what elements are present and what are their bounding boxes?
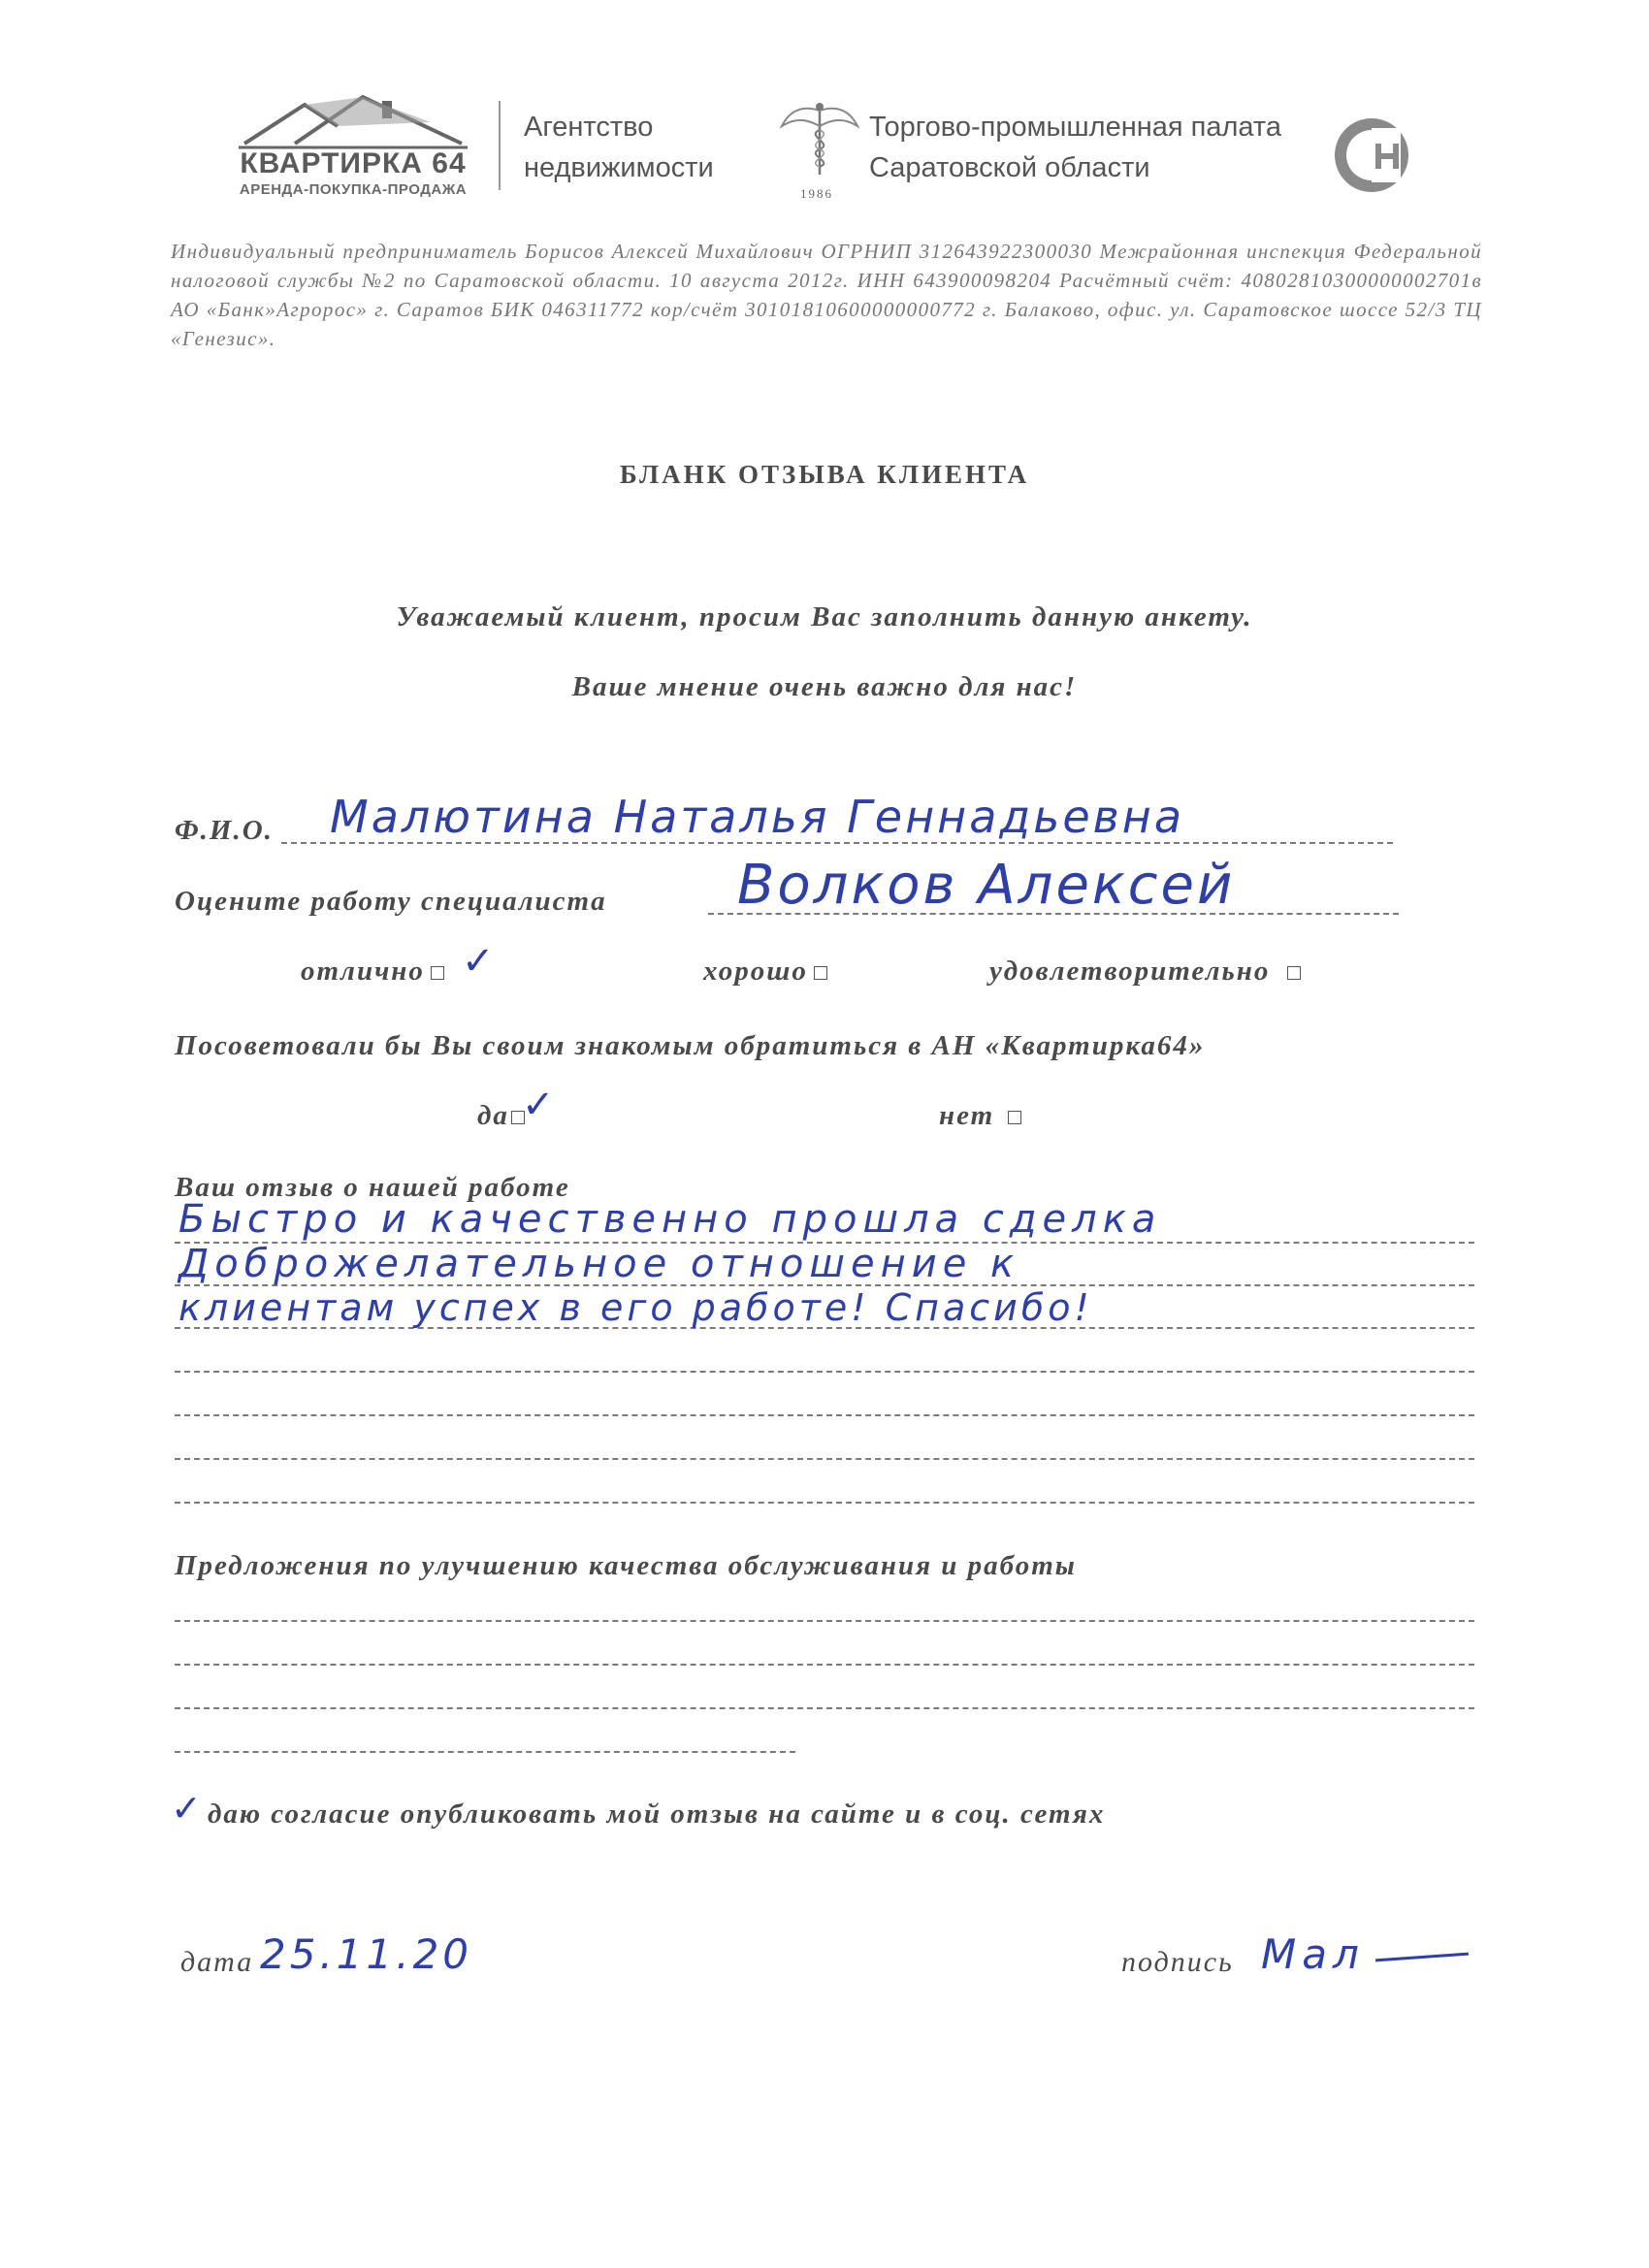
house-roof-icon (237, 93, 469, 151)
logo-name: КВАРТИРКА 64 (240, 147, 467, 179)
form-title: БЛАНК ОТЗЫВА КЛИЕНТА (619, 460, 1030, 489)
tpp-name (869, 107, 1325, 188)
intro-line-2: Ваше мнение очень важно для нас! (571, 671, 1078, 702)
legal-details: Индивидуальный предприниматель Борисов Алексей Михайлович ОГРНИП 312643922300030 Межрайонная инспекция Федеральной налоговой службы №2 по Саратовской области. 10 августа 2012г. ИНН 643900098204 Расчётный счёт: 40802810300000002701в АО «Банк»Агророс» г. Саратов БИК 046311772 кор/счёт 30101810600000000772 г. Балаково, офис. ул. Саратовское шоссе 52/3 ТЦ «Генезис». (171, 240, 1482, 350)
agency-line-2: недвижимости (524, 152, 714, 183)
recommend-yes-label: да (477, 1100, 509, 1131)
fio-value[interactable]: Малютина Наталья Геннадьевна (330, 791, 1185, 843)
specialist-value[interactable]: Волков Алексей (737, 854, 1236, 917)
date-label: дата (180, 1946, 254, 1978)
recommend-no-checkbox[interactable] (1008, 1111, 1021, 1124)
fio-label: Ф.И.О. (175, 815, 274, 846)
specialist-label: Оцените работу специалиста (175, 886, 607, 917)
tpp-line-2: Саратовской области (869, 152, 1150, 183)
rating-excellent[interactable] (301, 956, 444, 988)
review-text-1[interactable]: Быстро и качественно прошла сделка (178, 1197, 1162, 1242)
review-line-7 (175, 1502, 1474, 1504)
suggestions-line-2 (175, 1664, 1474, 1666)
rating-satisfactory-label: удовлетворительно (989, 956, 1271, 987)
header-divider (499, 101, 501, 190)
rating-good-checkbox[interactable] (814, 966, 827, 980)
suggestions-label: Предложения по улучшению качества обслуживания и работы (175, 1550, 1077, 1581)
rating-satisfactory[interactable] (989, 956, 1301, 988)
recommend-yes[interactable] (477, 1100, 525, 1132)
recommend-yes-check-icon: ✓ (522, 1083, 555, 1127)
review-line-5 (175, 1414, 1474, 1416)
tpp-round-logo-icon (1331, 114, 1412, 196)
recommend-no[interactable] (939, 1100, 1021, 1132)
agency-line-1: Агентство (524, 112, 654, 143)
consent-check-icon[interactable]: ✓ (171, 1787, 202, 1830)
review-line-6 (175, 1458, 1474, 1460)
logo-tagline: АРЕНДА-ПОКУПКА-ПРОДАЖА (239, 181, 468, 198)
recommend-no-label: нет (939, 1100, 995, 1131)
rating-excellent-check-icon: ✓ (462, 939, 495, 984)
review-label: Ваш отзыв о нашей работе (175, 1172, 570, 1203)
suggestions-line-1 (175, 1620, 1474, 1622)
review-text-3[interactable]: клиентам успех в его работе! Спасибо! (178, 1286, 1093, 1329)
agency-label (524, 107, 776, 188)
intro-line-1: Уважаемый клиент, просим Вас заполнить данную анкету. (396, 601, 1253, 632)
rating-excellent-label: отлично (301, 956, 425, 987)
rating-good[interactable] (703, 956, 827, 988)
recommend-label: Посоветовали бы Вы своим знакомым обратиться в АН «Квартирка64» (175, 1030, 1206, 1061)
suggestions-line-4 (175, 1751, 795, 1753)
tpp-line-1: Торгово-промышленная палата (869, 112, 1281, 143)
rating-satisfactory-checkbox[interactable] (1287, 966, 1301, 980)
signature-stroke (1375, 1953, 1469, 1962)
review-line-4 (175, 1371, 1474, 1373)
rating-excellent-checkbox[interactable] (431, 966, 444, 980)
tpp-year: 1986 (800, 186, 833, 201)
suggestions-line-3 (175, 1707, 1474, 1709)
signature-label: подпись (1121, 1946, 1234, 1978)
date-value[interactable]: 25.11.20 (260, 1930, 473, 1978)
rating-good-label: хорошо (703, 956, 808, 987)
review-text-2[interactable]: Доброжелательное отношение к (178, 1242, 1020, 1286)
signature-value[interactable]: Мал (1261, 1930, 1365, 1978)
consent-label: даю согласие опубликовать мой отзыв на сайте и в соц. сетях (208, 1798, 1106, 1830)
